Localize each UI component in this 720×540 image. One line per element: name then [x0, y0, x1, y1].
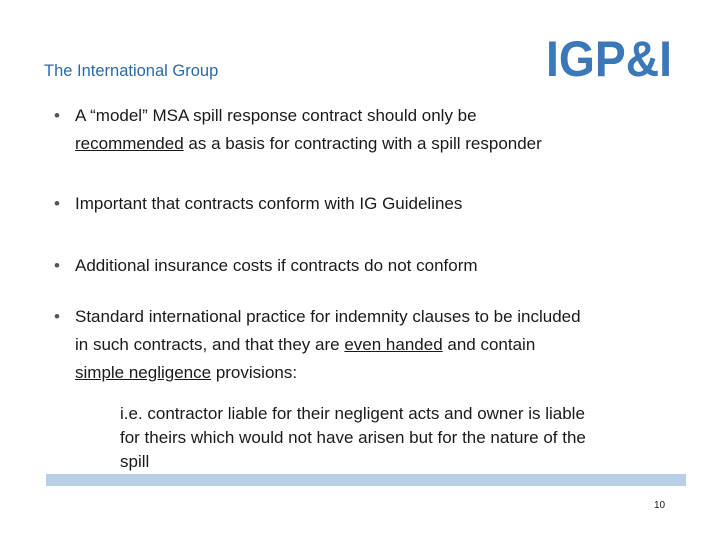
bullet-text — [75, 303, 680, 387]
bullet-dot-icon: • — [54, 106, 60, 125]
page-number: 10 — [654, 500, 666, 511]
bullet-line — [75, 359, 680, 387]
bullet-line-pre: in such contracts, and that they are — [75, 335, 345, 354]
sub-point-line: i.e. contractor liable for their negligent acts and owner is liable — [120, 404, 585, 423]
org-name: The International Group — [44, 62, 219, 80]
bullet-dot-icon: • — [54, 256, 60, 275]
bullet-text — [75, 102, 680, 158]
bullet-text: Additional insurance costs if contracts do not conform — [75, 256, 478, 275]
sub-point — [120, 402, 680, 474]
underlined-term: simple negligence — [75, 363, 212, 382]
underlined-term: even handed — [344, 335, 443, 354]
footer-rule — [46, 474, 686, 486]
sub-point-line: for theirs which would not have arisen but for the nature of the — [120, 428, 586, 447]
bullet-line-post: and contain — [442, 335, 536, 354]
bullet-line — [75, 331, 680, 359]
igpi-logo — [546, 32, 674, 80]
bullet-line — [75, 130, 680, 158]
sub-point-line: spill — [120, 452, 150, 471]
bullet-line: A “model” MSA spill response contract should only be — [75, 106, 477, 125]
bullet-dot-icon: • — [54, 194, 60, 213]
underlined-term: recommended — [75, 134, 184, 153]
bullet-line-rest: as a basis for contracting with a spill responder — [183, 134, 542, 153]
bullet-text: Important that contracts conform with IG Guidelines — [75, 194, 463, 213]
bullet-line-post: provisions: — [211, 363, 298, 382]
logo-text: IGP&I — [546, 32, 672, 80]
bullet-line: Standard international practice for indemnity clauses to be included — [75, 307, 581, 326]
bullet-dot-icon: • — [54, 307, 60, 326]
